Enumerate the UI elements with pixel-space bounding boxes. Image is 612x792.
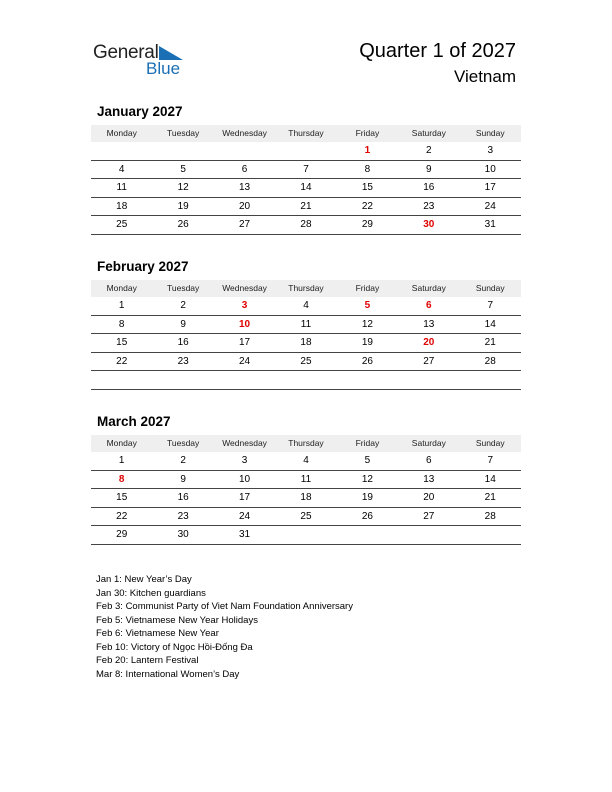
day-cell: 21	[484, 492, 496, 503]
day-cell: 7	[303, 163, 309, 175]
day-cell: 14	[484, 473, 496, 485]
empty-day-cell	[214, 142, 275, 160]
day-cell: 21	[484, 337, 496, 348]
weekday-label: Wednesday	[222, 128, 267, 138]
day-cell: 22	[116, 355, 128, 367]
weekday-label: Tuesday	[166, 438, 200, 448]
day-cell: 17	[238, 337, 251, 348]
day-cell: 8	[364, 163, 371, 175]
empty-day-cell	[275, 371, 336, 389]
day-cell: 19	[361, 337, 373, 348]
day-cell: 12	[361, 473, 373, 485]
month-block	[91, 259, 521, 390]
day-cell: 1	[364, 145, 371, 156]
logo-blue-text: Blue	[146, 59, 181, 78]
week-row	[91, 489, 521, 508]
day-cell: 26	[361, 510, 373, 522]
day-cell: 14	[300, 182, 312, 193]
day-cell: 10	[238, 318, 251, 330]
day-cell: 16	[423, 182, 435, 193]
logo-general-text: General	[93, 42, 159, 63]
day-cell: 1	[118, 455, 125, 466]
empty-day-cell	[91, 371, 152, 389]
day-cell: 8	[118, 473, 125, 485]
empty-day-cell	[91, 142, 152, 160]
weekday-label: Thursday	[288, 283, 324, 293]
holiday-entry: Feb 5: Vietnamese New Year Holidays	[96, 614, 258, 626]
day-cell: 4	[303, 300, 309, 311]
week-row	[91, 216, 521, 235]
empty-day-cell	[460, 526, 521, 544]
weekday-header-row	[91, 280, 521, 297]
day-cell: 23	[423, 200, 435, 212]
day-cell: 30	[177, 529, 189, 540]
empty-day-cell	[214, 371, 275, 389]
empty-day-cell	[337, 371, 398, 389]
month-title: January 2027	[97, 104, 183, 119]
day-cell: 15	[361, 182, 373, 193]
empty-day-cell	[337, 526, 398, 544]
day-cell: 10	[484, 163, 496, 175]
day-cell: 11	[300, 473, 312, 485]
weekday-label: Saturday	[411, 283, 446, 293]
day-cell: 24	[238, 510, 251, 522]
weekday-label: Sunday	[475, 283, 505, 293]
holiday-list	[96, 573, 353, 681]
week-row	[91, 334, 521, 353]
weekday-label: Wednesday	[222, 438, 267, 448]
month-title: February 2027	[97, 259, 189, 274]
day-cell: 6	[241, 163, 248, 175]
day-cell: 24	[238, 355, 251, 367]
week-row	[91, 142, 521, 161]
day-cell: 25	[300, 355, 312, 367]
day-cell: 5	[180, 163, 186, 175]
day-cell: 16	[177, 337, 189, 348]
day-cell: 15	[116, 337, 128, 348]
day-cell: 25	[300, 510, 312, 522]
weekday-label: Friday	[355, 438, 380, 448]
empty-day-cell	[275, 142, 336, 160]
empty-day-cell	[275, 526, 336, 544]
day-cell: 3	[241, 300, 248, 311]
day-cell: 29	[361, 219, 373, 230]
weekday-label: Tuesday	[166, 283, 200, 293]
empty-day-cell	[398, 371, 459, 389]
day-cell: 18	[300, 337, 312, 348]
day-cell: 12	[361, 318, 373, 330]
weekday-label: Saturday	[411, 438, 446, 448]
day-cell: 9	[180, 318, 186, 330]
week-row	[91, 526, 521, 545]
day-cell: 18	[116, 200, 128, 212]
page-title: Quarter 1 of 2027	[359, 40, 516, 62]
month-block	[91, 414, 521, 545]
holiday-entry: Mar 8: International Women’s Day	[96, 668, 240, 680]
day-cell: 28	[484, 355, 496, 367]
day-cell: 19	[177, 200, 189, 212]
weekday-label: Monday	[106, 128, 137, 138]
day-cell: 3	[487, 145, 494, 156]
week-row	[91, 371, 521, 390]
day-cell: 20	[423, 492, 435, 503]
weekday-label: Thursday	[288, 438, 324, 448]
day-cell: 2	[426, 145, 432, 156]
empty-day-cell	[460, 371, 521, 389]
day-cell: 31	[238, 529, 251, 540]
day-cell: 16	[177, 492, 189, 503]
day-cell: 1	[118, 300, 125, 311]
day-cell: 18	[300, 492, 312, 503]
day-cell: 21	[300, 200, 312, 212]
day-cell: 9	[426, 163, 432, 175]
holiday-entry: Jan 30: Kitchen guardians	[96, 587, 206, 599]
weekday-label: Monday	[106, 438, 137, 448]
day-cell: 28	[484, 510, 496, 522]
day-cell: 5	[364, 300, 371, 311]
day-cell: 6	[426, 455, 432, 466]
day-cell: 30	[423, 219, 435, 230]
day-cell: 15	[116, 492, 128, 503]
holiday-entry: Feb 3: Communist Party of Viet Nam Foundation Anniversary	[96, 601, 353, 612]
day-cell: 28	[300, 219, 312, 230]
empty-day-cell	[398, 526, 459, 544]
day-cell: 14	[484, 318, 496, 330]
week-row	[91, 353, 521, 372]
weekday-label: Saturday	[411, 128, 446, 138]
empty-day-cell	[152, 142, 213, 160]
day-cell: 31	[484, 219, 496, 230]
week-row	[91, 508, 521, 527]
logo	[93, 42, 193, 82]
day-cell: 22	[361, 200, 373, 212]
day-cell: 26	[361, 355, 373, 367]
weekday-header-row	[91, 435, 521, 452]
day-cell: 27	[423, 355, 435, 367]
day-cell: 13	[423, 318, 435, 330]
day-cell: 26	[177, 219, 189, 230]
weekday-label: Thursday	[288, 128, 324, 138]
day-cell: 17	[238, 492, 251, 503]
day-cell: 11	[116, 182, 127, 193]
week-row	[91, 179, 521, 198]
day-cell: 13	[423, 473, 435, 485]
holiday-entry: Jan 1: New Year’s Day	[96, 574, 192, 585]
day-cell: 9	[180, 473, 186, 485]
weekday-label: Monday	[106, 283, 137, 293]
day-cell: 23	[177, 510, 189, 522]
day-cell: 27	[238, 219, 251, 230]
day-cell: 25	[116, 219, 128, 230]
day-cell: 24	[484, 200, 496, 212]
day-cell: 20	[423, 337, 435, 348]
day-cell: 20	[238, 200, 251, 212]
day-cell: 12	[177, 182, 189, 193]
day-cell: 4	[303, 455, 309, 466]
weekday-label: Wednesday	[222, 283, 267, 293]
day-cell: 4	[118, 163, 125, 175]
day-cell: 27	[423, 510, 435, 522]
day-cell: 5	[364, 455, 371, 466]
weekday-label: Sunday	[475, 128, 505, 138]
day-cell: 29	[116, 529, 128, 540]
day-cell: 3	[241, 455, 248, 466]
day-cell: 2	[180, 300, 186, 311]
week-row	[91, 316, 521, 335]
holiday-entry: Feb 10: Victory of Ngọc Hồi-Đống Đa	[96, 641, 253, 653]
empty-day-cell	[152, 371, 213, 389]
day-cell: 13	[238, 182, 251, 193]
week-row	[91, 161, 521, 180]
holiday-entry: Feb 20: Lantern Festival	[96, 655, 199, 666]
day-cell: 17	[484, 182, 496, 193]
week-row	[91, 297, 521, 316]
holiday-entry: Feb 6: Vietnamese New Year	[96, 628, 219, 639]
day-cell: 7	[487, 300, 494, 311]
country-name: Vietnam	[453, 67, 516, 86]
day-cell: 8	[118, 318, 125, 330]
weekday-label: Tuesday	[166, 128, 200, 138]
week-row	[91, 452, 521, 471]
month-block	[91, 104, 521, 235]
week-row	[91, 471, 521, 490]
month-title: March 2027	[97, 414, 171, 429]
day-cell: 19	[361, 492, 373, 503]
weekday-label: Friday	[355, 128, 380, 138]
day-cell: 23	[177, 355, 189, 367]
day-cell: 7	[487, 455, 494, 466]
weekday-header-row	[91, 125, 521, 142]
week-row	[91, 198, 521, 217]
day-cell: 6	[426, 300, 432, 311]
weekday-label: Sunday	[475, 438, 505, 448]
weekday-label: Friday	[355, 283, 380, 293]
day-cell: 10	[238, 473, 251, 485]
day-cell: 2	[180, 455, 186, 466]
day-cell: 22	[116, 510, 128, 522]
day-cell: 11	[300, 318, 312, 330]
